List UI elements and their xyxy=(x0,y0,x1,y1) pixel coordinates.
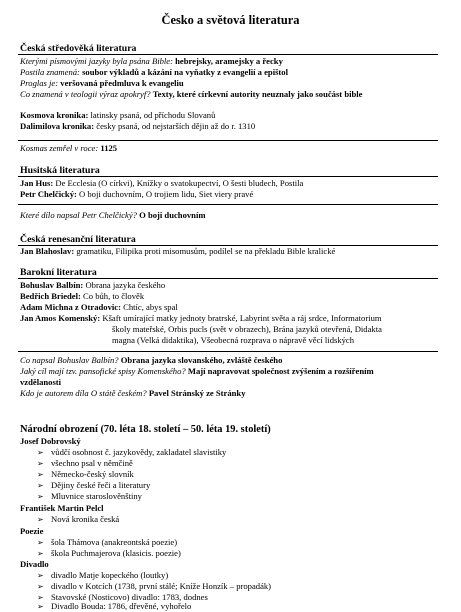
entry-label: Bedřich Briedel: xyxy=(20,291,81,301)
list-item: ➢ vůdčí osobnost č. jazykovědy, zakladatel slavistiky xyxy=(37,447,227,457)
subheading-poezie: Poezie xyxy=(20,526,44,536)
arrow-bullet-icon: ➢ xyxy=(37,470,44,479)
qa-stransky xyxy=(20,388,246,399)
qa-pansofie xyxy=(20,366,374,377)
rule-baroque-q xyxy=(18,351,438,352)
page-title: Česko a světová literatura xyxy=(161,13,300,27)
answer: Mají napravovat společnost zvýšením a rozšířením xyxy=(187,366,374,376)
arrow-bullet-icon: ➢ xyxy=(37,515,44,524)
heading-renaissance: Česká renesanční literatura xyxy=(20,234,136,245)
arrow-bullet-icon: ➢ xyxy=(37,593,44,602)
answer: hebrejsky, aramejsky a řecky xyxy=(175,56,283,66)
arrow-bullet-icon: ➢ xyxy=(37,571,44,580)
qa-line xyxy=(20,56,283,67)
entry-label: Kosmova kronika: xyxy=(20,110,89,120)
list-item: ➢ divadlo Matje kopeckého (loutky) xyxy=(37,570,169,580)
question: Postila znamená: xyxy=(20,67,80,77)
entry-briedel xyxy=(20,291,144,302)
entry-text-continued: školy mateřské, Orbis pucls (svět v obrazech), Brána jazyků otevřená, Didakta xyxy=(112,324,382,334)
answer: Pavel Stránský ze Stránky xyxy=(148,388,246,398)
arrow-bullet-icon: ➢ xyxy=(37,492,44,501)
question: Kterými písmovými jazyky byla psána Bible: xyxy=(20,56,173,66)
list-item: ➢ šola Thámova (anakreontská poezie) xyxy=(37,537,178,547)
entry-text: Kšaft umírající matky jednoty bratrské, Labyrint světa a ráj srdce, Informatorium xyxy=(102,313,382,323)
qa-line xyxy=(20,89,362,100)
question: Proglas je: xyxy=(20,78,59,88)
entry-text: gramatiku, Filipika proti misomusům, podílel se na překladu Bible kralické xyxy=(76,246,336,256)
entry-label: Jan Blahoslav: xyxy=(20,246,75,256)
subheading-pelcl: František Martin Pelcl xyxy=(20,503,104,513)
rule-baroque xyxy=(18,278,438,279)
list-item: ➢ škola Puchmajerova (klasicis. poezie) xyxy=(37,548,181,558)
question: Jaký cíl mají tzv. pansofické spisy Komenského? xyxy=(20,366,186,376)
rule-hussite xyxy=(18,176,438,177)
question: Kosmas zemřel v roce: xyxy=(20,143,99,153)
list-item: ➢ všechno psal v němčině xyxy=(37,458,133,468)
rule-medieval xyxy=(18,54,438,55)
entry-label: Jan Amos Komenský: xyxy=(20,313,101,323)
entry-label: Dalimilova kronika: xyxy=(20,121,95,131)
list-item: ➢ Německo-český slovník xyxy=(37,469,134,479)
list-item: ➢ Mluvnice staroslověnštiny xyxy=(37,491,142,501)
rule-kosmas xyxy=(18,140,438,141)
question: Co napsal Bohuslav Balbín? xyxy=(20,355,119,365)
question: Které dílo napsal Petr Chelčický? xyxy=(20,210,137,220)
entry-text: Chtíc, abys spal xyxy=(123,302,178,312)
list-item: ➢ Divadlo Bouda: 1786, dřevěné, vyhořelo xyxy=(37,601,192,611)
arrow-bullet-icon: ➢ xyxy=(37,602,44,611)
entry-michna xyxy=(20,302,178,313)
subheading-dobrovsky: Josef Dobrovský xyxy=(20,436,81,446)
arrow-bullet-icon: ➢ xyxy=(37,448,44,457)
arrow-bullet-icon: ➢ xyxy=(37,538,44,547)
answer-continued: vzdělanosti xyxy=(20,377,62,387)
entry-text: Obrana jazyka českého xyxy=(85,280,166,290)
entry-label: Adam Michna z Otradovic: xyxy=(20,302,121,312)
entry-komensky xyxy=(20,313,382,324)
entry-text: De Ecclesia (O církvi), Knížky o svatokupectví, O šesti bludech, Postila xyxy=(55,178,304,188)
arrow-bullet-icon: ➢ xyxy=(37,582,44,591)
entry-text: Co bůh, to člověk xyxy=(83,291,145,301)
answer: 1125 xyxy=(100,143,118,153)
question: Co znamená v teologii výraz apokryf? xyxy=(20,89,151,99)
entry-chelcicky xyxy=(20,189,253,200)
entry-text-continued: magna (Velká didaktika), Všeobecná rozprava o nápravě věcí lidských xyxy=(112,335,355,345)
list-item: ➢ Nová kronika česká xyxy=(37,514,120,524)
qa-kosmas xyxy=(20,143,117,154)
entry-balbin xyxy=(20,280,165,291)
entry-text: česky psaná, od nejstarších dějin až do r. 1310 xyxy=(96,121,256,131)
entry-dalimil xyxy=(20,121,255,132)
heading-hussite: Husitská literatura xyxy=(20,165,100,176)
subheading-divadlo: Divadlo xyxy=(20,559,49,569)
heading-medieval: Česká středověká literatura xyxy=(20,43,137,54)
entry-text: O boji duchovním, O trojiem lidu, Siet viery pravé xyxy=(79,189,254,199)
answer: Texty, které církevní autority neuznaly jako součást bible xyxy=(152,89,363,99)
entry-text: latinsky psaná, od příchodu Slovanů xyxy=(90,110,216,120)
qa-line xyxy=(20,78,184,89)
heading-revival: Národní obrození (70. léta 18. století – 50. léta 19. století) xyxy=(20,424,271,435)
answer: O boji duchovním xyxy=(139,210,206,220)
heading-baroque: Barokní literatura xyxy=(20,267,97,278)
arrow-bullet-icon: ➢ xyxy=(37,459,44,468)
arrow-bullet-icon: ➢ xyxy=(37,549,44,558)
answer: soubor výkladů a kázání na vyňatky z evangelií a epištol xyxy=(82,67,288,77)
entry-blahoslav xyxy=(20,246,335,257)
entry-label: Bohuslav Balbín: xyxy=(20,280,84,290)
entry-kosmova xyxy=(20,110,215,121)
qa-line xyxy=(20,67,288,78)
question: Kdo je autorem díla O státě českém? xyxy=(20,388,147,398)
entry-label: Jan Hus: xyxy=(20,178,54,188)
answer: Obrana jazyka slovanského, zvláště českého xyxy=(120,355,283,365)
answer: veršovaná předmluva k evangeliu xyxy=(60,78,184,88)
list-item: ➢ divadlo v Kotcích (1738, první stálé; Kníže Honzík – propadák) xyxy=(37,581,272,591)
list-item: ➢ Stavovské (Nosticovo) divadlo: 1783, dodnes xyxy=(37,592,208,602)
arrow-bullet-icon: ➢ xyxy=(37,481,44,490)
qa-chelcicky xyxy=(20,210,206,221)
rule-chelcicky-q xyxy=(18,204,438,205)
entry-label: Petr Chelčický: xyxy=(20,189,77,199)
entry-hus xyxy=(20,178,303,189)
qa-balbin xyxy=(20,355,282,366)
list-item: ➢ Dějiny české řeči a literatury xyxy=(37,480,151,490)
